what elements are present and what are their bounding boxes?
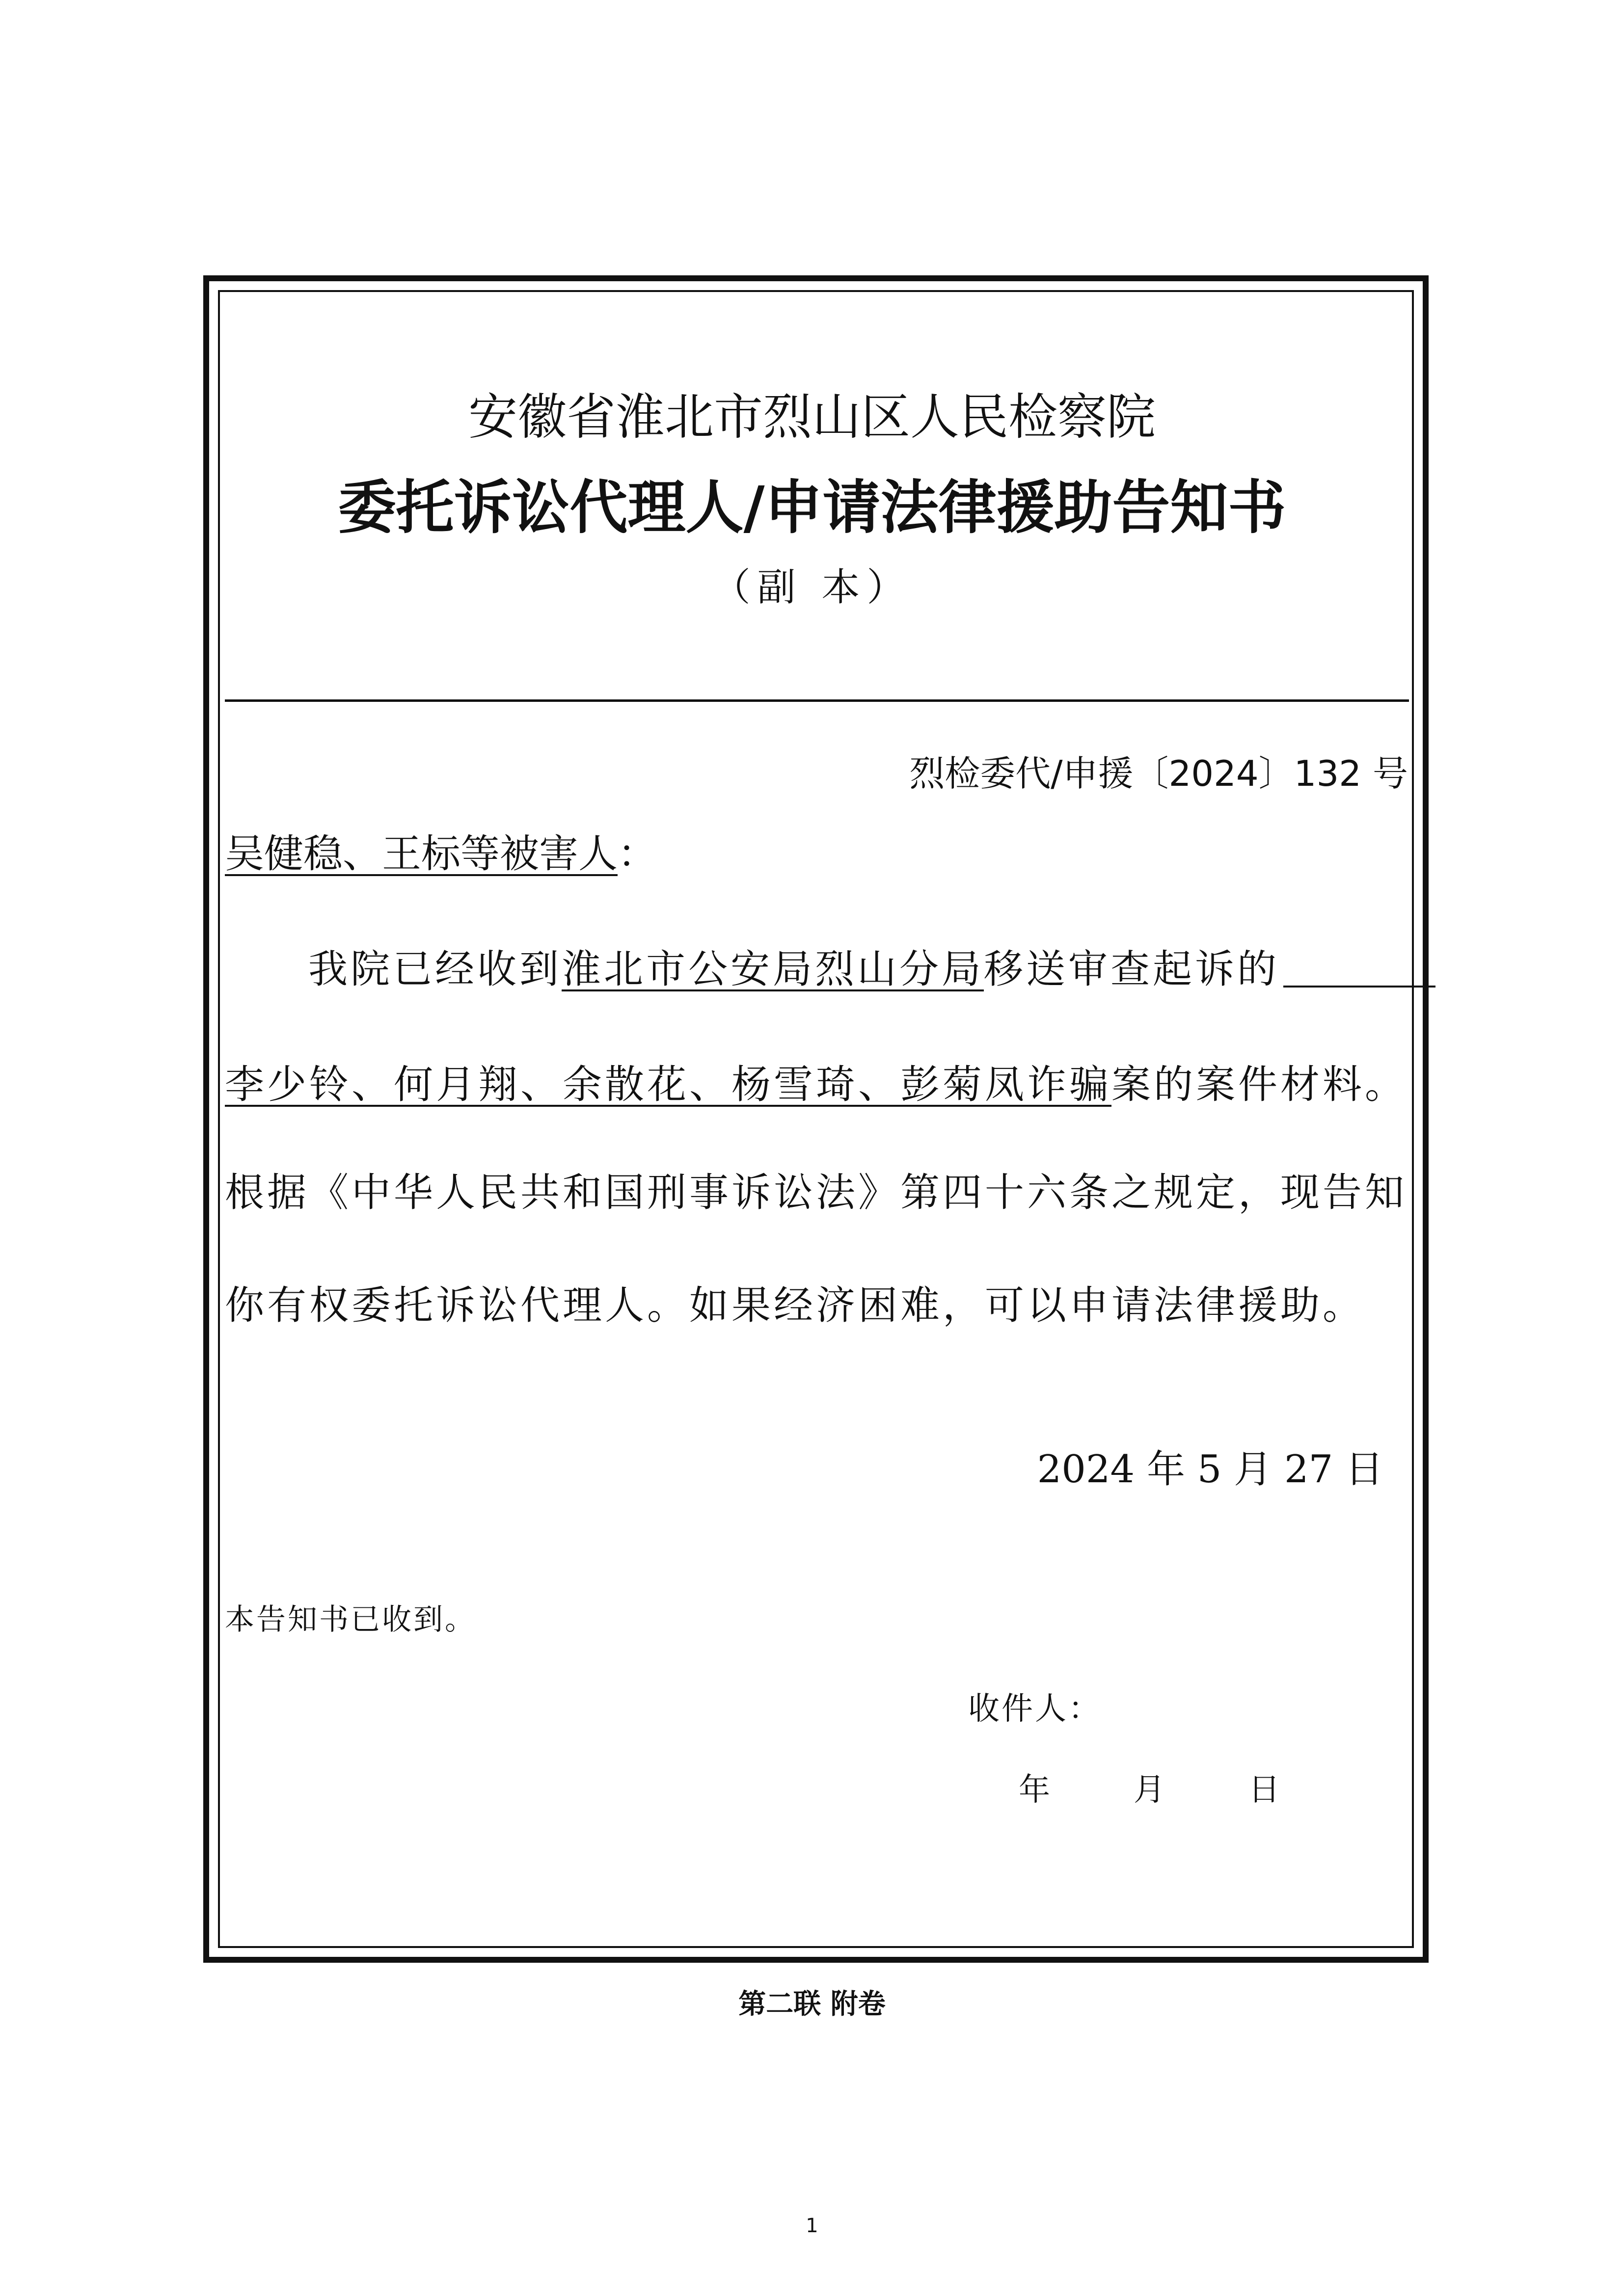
receipt-statement: 本告知书已收到。 bbox=[225, 1602, 476, 1637]
body-line-2 bbox=[225, 1062, 1407, 1107]
footer-copy-note: 第二联 附卷 bbox=[738, 1988, 886, 2020]
receipt-day-label: 日 bbox=[1248, 1772, 1280, 1808]
page-number: 1 bbox=[806, 2215, 818, 2237]
addressee-name: 吴健稳、王标等被害人 bbox=[225, 831, 618, 877]
document-number: 烈检委代/申援〔2024〕132 号 bbox=[909, 753, 1408, 794]
receipt-year-label: 年 bbox=[1019, 1772, 1050, 1808]
transferring-agency: 淮北市公安局烈山分局 bbox=[562, 946, 984, 992]
body-p1-prefix: 我院已经收到 bbox=[308, 946, 562, 992]
body-p2-suffix: 案的案件材料。 bbox=[1111, 1062, 1407, 1107]
copy-label: （副 本） bbox=[712, 565, 912, 610]
body-line-4: 你有权委托诉讼代理人。如果经济困难，可以申请法律援助。 bbox=[225, 1282, 1365, 1328]
body-p1-suffix: 移送审查起诉的 bbox=[984, 946, 1279, 992]
addressee bbox=[225, 831, 657, 877]
document-title: 委托诉讼代理人/申请法律援助告知书 bbox=[338, 473, 1286, 541]
receiver-label: 收件人： bbox=[968, 1691, 1102, 1727]
body-line-1 bbox=[308, 946, 1435, 992]
header-divider bbox=[225, 699, 1409, 702]
receipt-month-label: 月 bbox=[1134, 1772, 1165, 1808]
addressee-colon: ： bbox=[618, 831, 657, 877]
fill-in-blank bbox=[1283, 951, 1435, 988]
issue-date: 2024 年 5 月 27 日 bbox=[1037, 1447, 1383, 1492]
court-name: 安徽省淮北市烈山区人民检察院 bbox=[468, 388, 1156, 446]
receipt-date bbox=[1019, 1774, 1280, 1806]
body-line-3: 根据《中华人民共和国刑事诉讼法》第四十六条之规定，现告知 bbox=[225, 1170, 1407, 1215]
case-defendants: 李少铃、何月翔、余散花、杨雪琦、彭菊凤诈骗 bbox=[225, 1062, 1111, 1107]
